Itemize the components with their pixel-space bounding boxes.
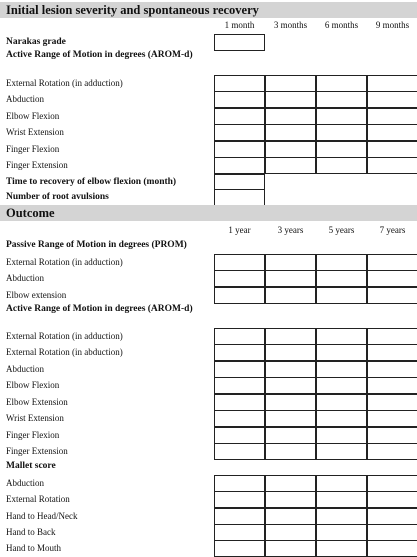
entry-cell-hand-to-mouth-3[interactable] (316, 540, 367, 557)
entry-cell-elbow-flexion-4[interactable] (367, 377, 417, 394)
entry-cell-abduction-4[interactable] (367, 270, 417, 287)
entry-cell-elbow-extension-1[interactable] (214, 287, 265, 304)
column-header: 7 years (379, 225, 406, 235)
entry-cell-external-rotation-2[interactable] (265, 491, 316, 508)
section-header-initial (0, 2, 417, 18)
entry-cell-abduction-2[interactable] (265, 361, 316, 378)
entry-cell-hand-to-mouth-4[interactable] (367, 540, 417, 557)
row-label: Abduction (6, 94, 44, 104)
row-heading: Active Range of Motion in degrees (AROM-d) (6, 304, 193, 314)
entry-cell-elbow-flexion-4[interactable] (367, 108, 417, 125)
entry-cell-finger-flexion-4[interactable] (367, 427, 417, 444)
row-label: Finger Extension (6, 446, 68, 456)
row-label: Finger Extension (6, 160, 68, 170)
entry-cell-external-rotation-in-adduction-4[interactable] (367, 75, 417, 92)
row-label: External Rotation (in adduction) (6, 331, 123, 341)
entry-cell-abduction-1[interactable] (214, 91, 265, 108)
entry-cell-hand-to-back-2[interactable] (265, 524, 316, 541)
entry-cell-abduction-1[interactable] (214, 361, 265, 378)
row-label: External Rotation (in adduction) (6, 257, 123, 267)
entry-cell-abduction-4[interactable] (367, 361, 417, 378)
entry-cell-abduction-3[interactable] (316, 361, 367, 378)
entry-cell-external-rotation-1[interactable] (214, 491, 265, 508)
row-label: Finger Flexion (6, 430, 60, 440)
row-label: Abduction (6, 478, 44, 488)
entry-cell-finger-flexion-4[interactable] (367, 141, 417, 158)
row-label: Hand to Mouth (6, 543, 61, 553)
entry-cell-finger-extension-2[interactable] (265, 443, 316, 460)
entry-cell-external-rotation-in-adduction-2[interactable] (265, 75, 316, 92)
entry-cell-finger-extension-4[interactable] (367, 443, 417, 460)
entry-cell-finger-flexion-3[interactable] (316, 141, 367, 158)
entry-cell-hand-to-head-neck-2[interactable] (265, 508, 316, 525)
section-header-outcome (0, 205, 417, 221)
entry-cell-number-of-root-avulsions-1[interactable] (214, 189, 265, 206)
entry-cell-hand-to-head-neck-1[interactable] (214, 508, 265, 525)
entry-cell-external-rotation-3[interactable] (316, 491, 367, 508)
entry-cell-abduction-2[interactable] (265, 91, 316, 108)
column-header: 1 year (228, 225, 251, 235)
entry-cell-abduction-2[interactable] (265, 270, 316, 287)
entry-cell-wrist-extension-2[interactable] (265, 410, 316, 427)
entry-cell-elbow-flexion-2[interactable] (265, 377, 316, 394)
entry-cell-external-rotation-in-adduction-3[interactable] (316, 328, 367, 345)
row-label: Hand to Back (6, 527, 56, 537)
column-header: 9 months (375, 20, 410, 30)
row-label: Abduction (6, 364, 44, 374)
entry-cell-external-rotation-in-adduction-1[interactable] (214, 328, 265, 345)
entry-cell-abduction-3[interactable] (316, 475, 367, 492)
row-label: Wrist Extension (6, 127, 64, 137)
section-title: Initial lesion severity and spontaneous recovery (6, 3, 259, 17)
section-title: Outcome (6, 206, 55, 220)
row-label: External Rotation (in abduction) (6, 347, 123, 357)
entry-cell-finger-extension-1[interactable] (214, 443, 265, 460)
entry-cell-finger-extension-3[interactable] (316, 443, 367, 460)
entry-cell-external-rotation-in-adduction-1[interactable] (214, 254, 265, 271)
row-label: Elbow Flexion (6, 111, 60, 121)
entry-cell-elbow-flexion-2[interactable] (265, 108, 316, 125)
row-label: Finger Flexion (6, 144, 60, 154)
entry-cell-abduction-4[interactable] (367, 475, 417, 492)
column-header: 3 months (273, 20, 308, 30)
entry-cell-external-rotation-in-abduction-3[interactable] (316, 344, 367, 361)
entry-cell-hand-to-back-1[interactable] (214, 524, 265, 541)
entry-cell-wrist-extension-4[interactable] (367, 124, 417, 141)
row-heading: Time to recovery of elbow flexion (month) (6, 177, 177, 187)
entry-cell-finger-flexion-2[interactable] (265, 427, 316, 444)
entry-cell-wrist-extension-1[interactable] (214, 124, 265, 141)
row-label: Hand to Head/Neck (6, 511, 78, 521)
column-header: 5 years (328, 225, 355, 235)
row-label: Elbow extension (6, 290, 67, 300)
entry-cell-wrist-extension-1[interactable] (214, 410, 265, 427)
entry-cell-abduction-1[interactable] (214, 270, 265, 287)
entry-cell-abduction-3[interactable] (316, 91, 367, 108)
entry-cell-wrist-extension-3[interactable] (316, 124, 367, 141)
entry-cell-elbow-flexion-3[interactable] (316, 108, 367, 125)
entry-cell-hand-to-head-neck-3[interactable] (316, 508, 367, 525)
entry-cell-external-rotation-in-abduction-1[interactable] (214, 344, 265, 361)
entry-cell-finger-extension-4[interactable] (367, 157, 417, 174)
row-heading: Number of root avulsions (6, 192, 109, 202)
entry-cell-finger-extension-2[interactable] (265, 157, 316, 174)
entry-cell-external-rotation-4[interactable] (367, 491, 417, 508)
entry-cell-finger-flexion-1[interactable] (214, 427, 265, 444)
row-label: Abduction (6, 273, 44, 283)
entry-cell-elbow-flexion-1[interactable] (214, 108, 265, 125)
entry-cell-external-rotation-in-adduction-4[interactable] (367, 328, 417, 345)
entry-cell-hand-to-back-4[interactable] (367, 524, 417, 541)
entry-cell-wrist-extension-2[interactable] (265, 124, 316, 141)
row-label: External Rotation (in adduction) (6, 78, 123, 88)
row-label: Elbow Extension (6, 397, 68, 407)
column-header: 3 years (277, 225, 304, 235)
entry-cell-external-rotation-in-adduction-2[interactable] (265, 254, 316, 271)
entry-cell-hand-to-mouth-2[interactable] (265, 540, 316, 557)
entry-cell-wrist-extension-3[interactable] (316, 410, 367, 427)
entry-cell-external-rotation-in-adduction-3[interactable] (316, 254, 367, 271)
entry-cell-abduction-1[interactable] (214, 475, 265, 492)
entry-cell-narakas-grade-1[interactable] (214, 34, 265, 51)
row-heading: Passive Range of Motion in degrees (PROM) (6, 240, 187, 250)
row-heading: Active Range of Motion in degrees (AROM-d) (6, 50, 193, 60)
entry-cell-elbow-extension-2[interactable] (265, 287, 316, 304)
entry-cell-hand-to-head-neck-4[interactable] (367, 508, 417, 525)
entry-cell-hand-to-back-3[interactable] (316, 524, 367, 541)
row-label: External Rotation (6, 494, 70, 504)
row-heading: Narakas grade (6, 37, 66, 47)
entry-cell-abduction-4[interactable] (367, 91, 417, 108)
entry-cell-external-rotation-in-adduction-4[interactable] (367, 254, 417, 271)
entry-cell-finger-extension-3[interactable] (316, 157, 367, 174)
entry-cell-elbow-flexion-3[interactable] (316, 377, 367, 394)
entry-cell-elbow-extension-1[interactable] (214, 394, 265, 411)
column-header: 1 month (224, 20, 255, 30)
entry-cell-elbow-extension-3[interactable] (316, 394, 367, 411)
entry-cell-external-rotation-in-adduction-2[interactable] (265, 328, 316, 345)
entry-cell-abduction-3[interactable] (316, 270, 367, 287)
entry-cell-wrist-extension-4[interactable] (367, 410, 417, 427)
entry-cell-elbow-extension-3[interactable] (316, 287, 367, 304)
row-label: Elbow Flexion (6, 380, 60, 390)
row-label: Wrist Extension (6, 413, 64, 423)
entry-cell-external-rotation-in-adduction-3[interactable] (316, 75, 367, 92)
entry-cell-elbow-extension-4[interactable] (367, 394, 417, 411)
entry-cell-elbow-extension-4[interactable] (367, 287, 417, 304)
row-heading: Mallet score (6, 461, 56, 471)
entry-cell-finger-flexion-3[interactable] (316, 427, 367, 444)
entry-cell-external-rotation-in-adduction-1[interactable] (214, 75, 265, 92)
entry-cell-elbow-flexion-1[interactable] (214, 377, 265, 394)
entry-cell-finger-extension-1[interactable] (214, 157, 265, 174)
entry-cell-finger-flexion-1[interactable] (214, 141, 265, 158)
entry-cell-external-rotation-in-abduction-2[interactable] (265, 344, 316, 361)
entry-cell-external-rotation-in-abduction-4[interactable] (367, 344, 417, 361)
entry-cell-hand-to-mouth-1[interactable] (214, 540, 265, 557)
entry-cell-elbow-extension-2[interactable] (265, 394, 316, 411)
column-header: 6 months (324, 20, 359, 30)
entry-cell-finger-flexion-2[interactable] (265, 141, 316, 158)
entry-cell-abduction-2[interactable] (265, 475, 316, 492)
